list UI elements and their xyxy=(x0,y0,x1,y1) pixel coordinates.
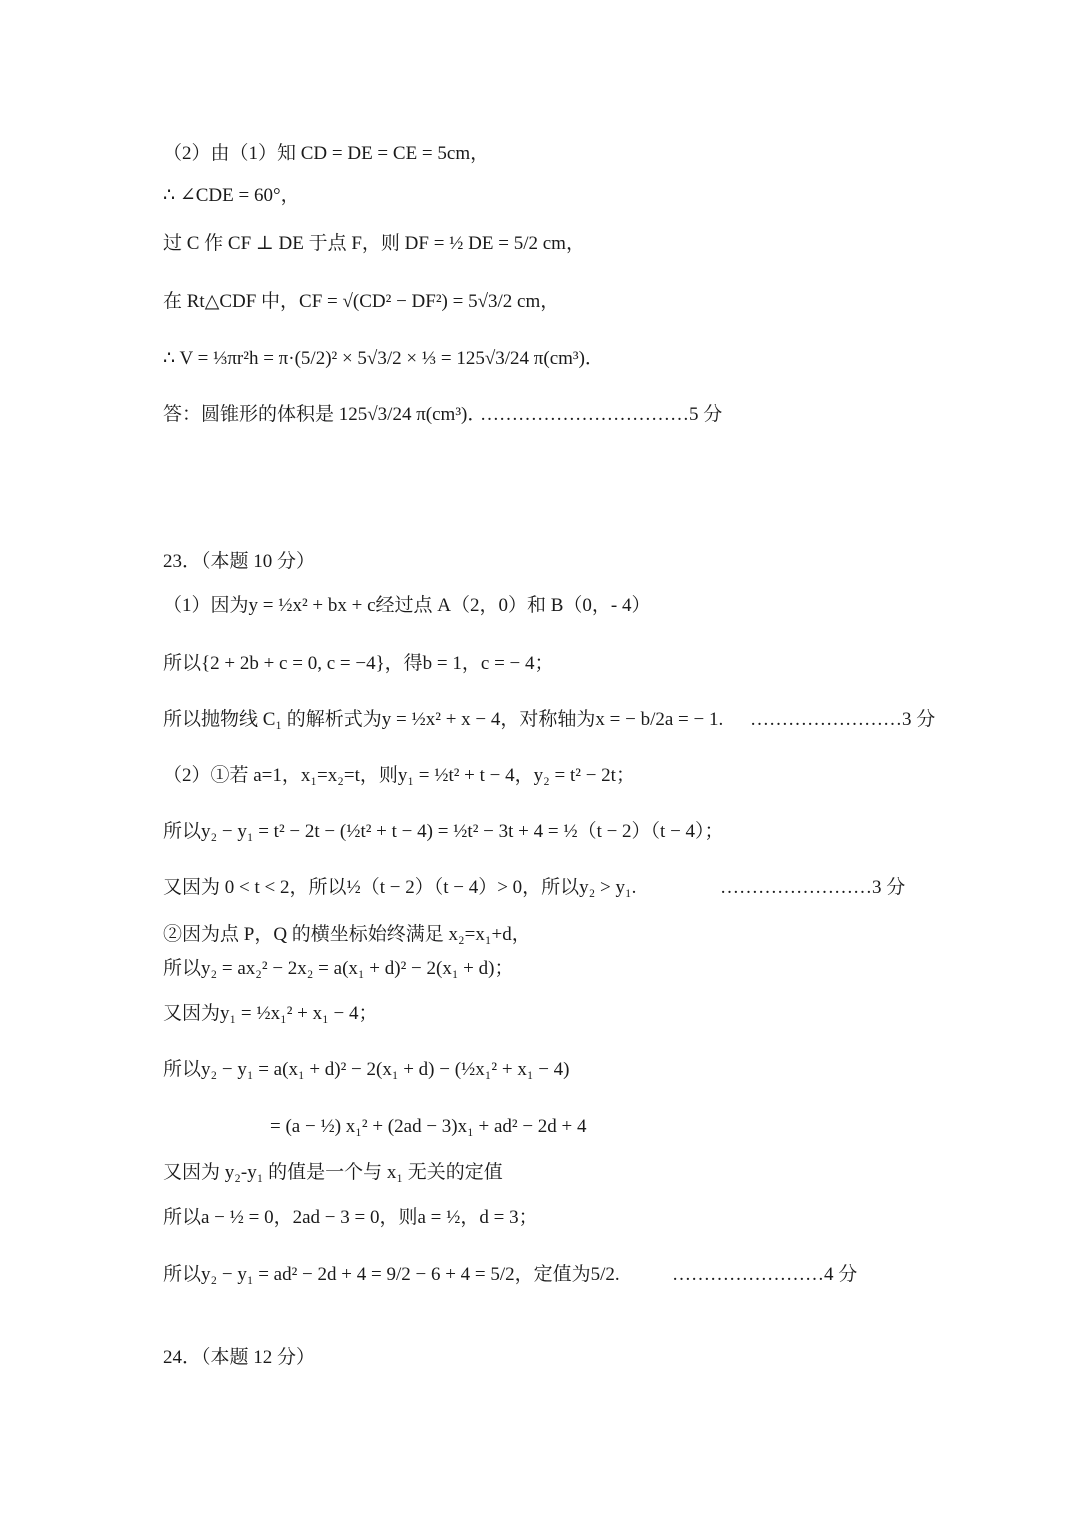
score-marker: ……………………3 分 xyxy=(750,709,936,730)
solution-line: 所以y₂ − y₁ = ad² − 2d + 4 = 9/2 − 6 + 4 = 5/2，定值为5/2. xyxy=(163,1264,620,1285)
solution-line: 又因为y₁ = ½x₁² + x₁ − 4； xyxy=(163,1003,378,1024)
score-marker: ……………………………5 分 xyxy=(480,404,723,425)
solution-line: ∴ ∠CDE = 60°， xyxy=(163,185,300,206)
solution-line: 过 C 作 CF ⊥ DE 于点 F，则 DF = ½ DE = 5/2 cm， xyxy=(163,233,585,254)
solution-line: ∴ V = ⅓πr²h = π·(5/2)² × 5√3/2 × ⅓ = 125√3/24 π(cm³)． xyxy=(163,348,604,369)
solution-line: （1）因为y = ½x² + bx + c经过点 A（2，0）和 B（0，- 4） xyxy=(163,595,651,616)
solution-line: = (a − ½) x₁² + (2ad − 3)x₁ + ad² − 2d + 4 xyxy=(270,1116,587,1137)
solution-line: 所以a − ½ = 0，2ad − 3 = 0，则a = ½，d = 3； xyxy=(163,1207,538,1228)
solution-line: 又因为 0 < t < 2，所以½（t − 2）（t − 4）> 0，所以y₂ > y₁. xyxy=(163,877,637,898)
solution-line: 所以y₂ − y₁ = t² − 2t − (½t² + t − 4) = ½t² − 3t + 4 = ½（t − 2）（t − 4）； xyxy=(163,821,724,842)
score-marker: ……………………4 分 xyxy=(672,1264,858,1285)
score-marker: ……………………3 分 xyxy=(720,877,906,898)
solution-line: ②因为点 P，Q 的横坐标始终满足 x₂=x₁+d， xyxy=(163,924,531,945)
question-24-heading: 24．（本题 12 分） xyxy=(163,1347,316,1368)
solution-line: 所以y₂ − y₁ = a(x₁ + d)² − 2(x₁ + d) − (½x₁² + x₁ − 4) xyxy=(163,1059,570,1080)
solution-line: 所以{2 + 2b + c = 0, c = −4}，得b = 1，c = − 4； xyxy=(163,653,554,674)
solution-line: 在 Rt△CDF 中，CF = √(CD² − DF²) = 5√3/2 cm， xyxy=(163,291,560,312)
solution-line: 所以y₂ = ax₂² − 2x₂ = a(x₁ + d)² − 2(x₁ + d)； xyxy=(163,958,514,979)
solution-line: （2）①若 a=1，x₁=x₂=t，则y₁ = ½t² + t − 4，y₂ = t² − 2t； xyxy=(163,765,635,786)
solution-line: 所以抛物线 C₁ 的解析式为y = ½x² + x − 4，对称轴为x = − b/2a = − 1. xyxy=(163,709,724,730)
answer-line: 答：圆锥形的体积是 125√3/24 π(cm³)． xyxy=(163,404,487,425)
solution-line: （2）由（1）知 CD = DE = CE = 5cm， xyxy=(163,143,490,164)
solution-line: 又因为 y₂-y₁ 的值是一个与 x₁ 无关的定值 xyxy=(163,1162,503,1183)
question-23-heading: 23．（本题 10 分） xyxy=(163,551,316,572)
